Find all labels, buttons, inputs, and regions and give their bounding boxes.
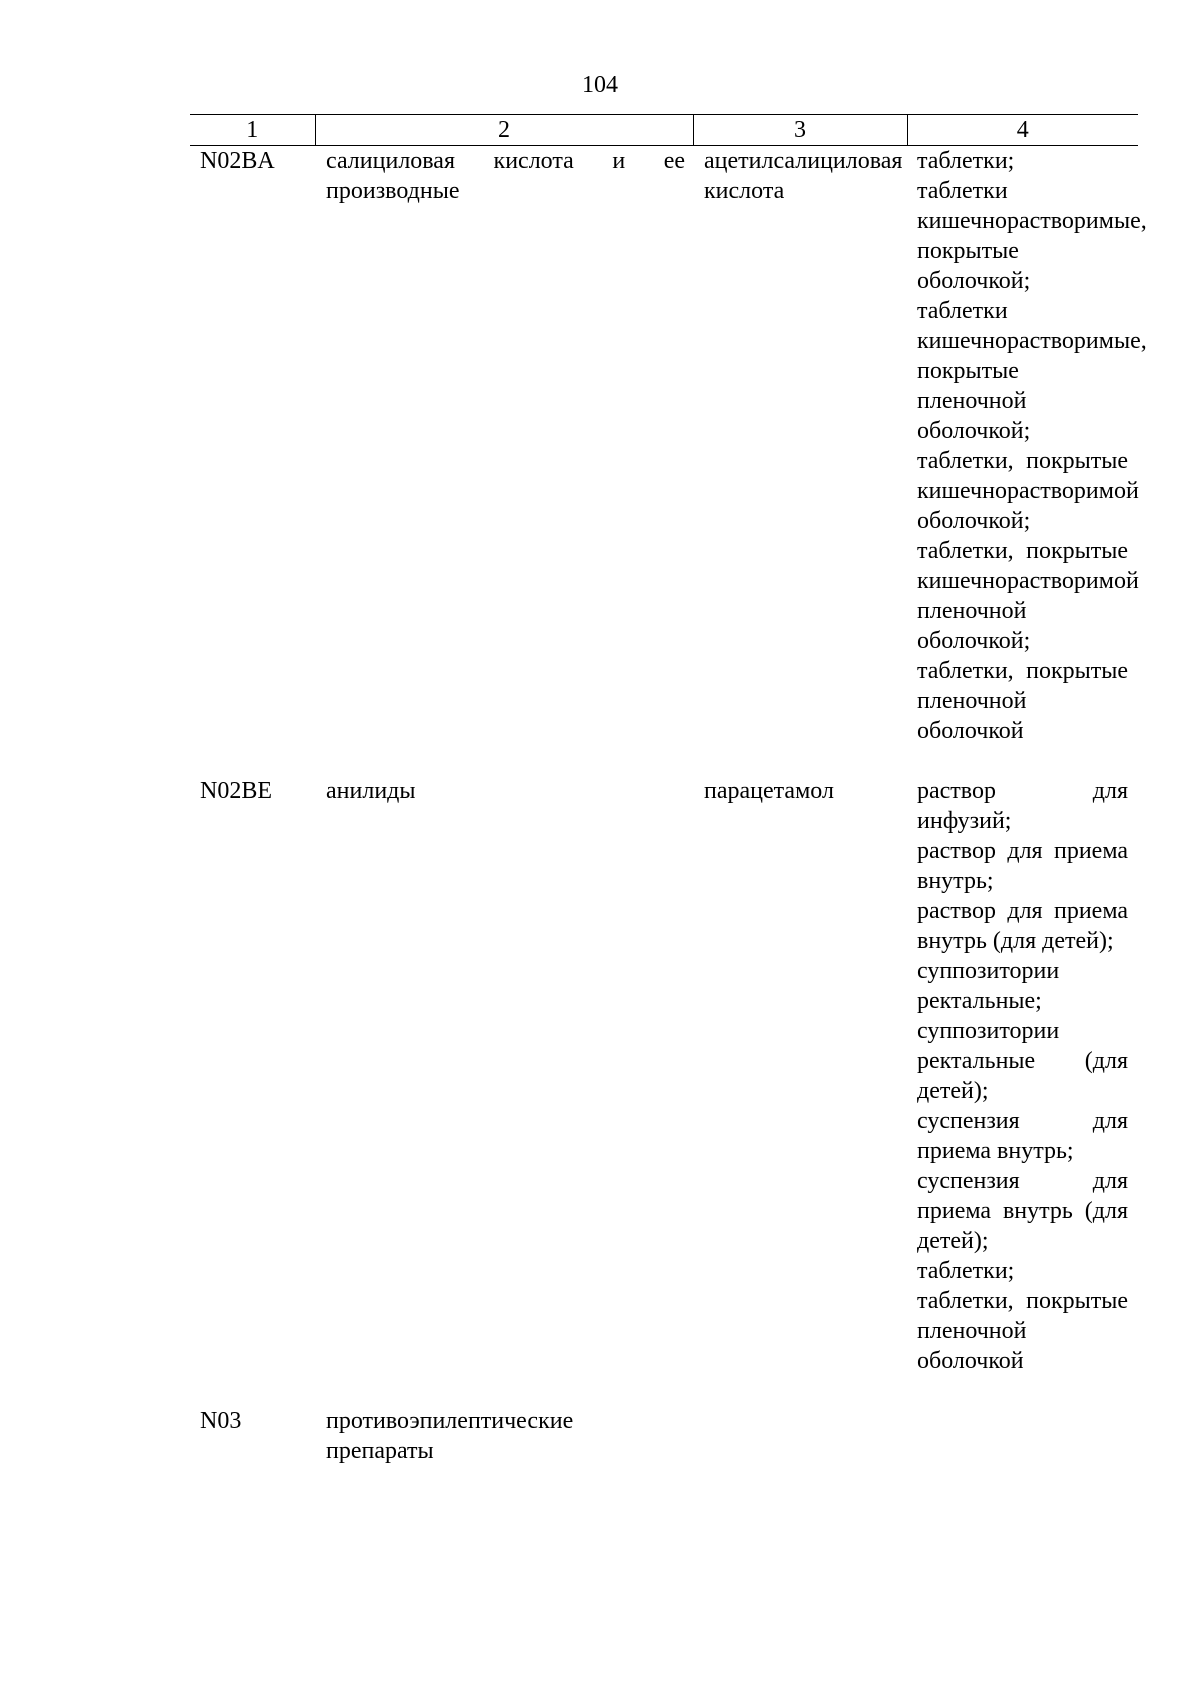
dosage-form: раствор для приема внутрь (для детей); — [917, 898, 1128, 954]
dosage-form: таблетки кишечнорастворимые, покрытые оболочкой; — [917, 178, 1147, 294]
column-header-3: 3 — [693, 115, 907, 146]
table-header — [190, 115, 1138, 146]
active-substance: ацетилсалициловая кислота — [704, 148, 903, 204]
pharmacological-group: анилиды — [326, 778, 416, 804]
dosage-form: суспензия для приема внутрь; — [917, 1108, 1128, 1164]
dosage-form: таблетки; — [917, 148, 1015, 174]
dosage-form: таблетки, покрытые пленочной оболочкой — [917, 1288, 1128, 1374]
page-number: 104 — [582, 72, 618, 98]
pharmacological-group: салициловая кислота и ее производные — [326, 148, 685, 204]
dosage-form: суппозитории ректальные; — [917, 958, 1060, 1014]
dosage-form: таблетки кишечнорастворимые, покрытые пленочной оболочкой; — [917, 298, 1147, 444]
dosage-form: суппозитории ректальные (для детей); — [917, 1018, 1128, 1104]
table-row — [190, 1406, 1138, 1466]
atc-code: N02BE — [200, 778, 272, 804]
dosage-forms — [907, 146, 1147, 746]
column-header-4: 4 — [907, 115, 1138, 146]
active-substance: парацетамол — [704, 778, 834, 804]
dosage-form: таблетки, покрытые кишечнорастворимой пленочной оболочкой; — [917, 538, 1139, 654]
column-header-1: 1 — [190, 115, 315, 146]
table-row — [190, 146, 1138, 777]
dosage-form: таблетки, покрытые кишечнорастворимой оболочкой; — [917, 448, 1139, 534]
atc-code: N02BA — [200, 148, 275, 174]
table-row — [190, 776, 1138, 1406]
dosage-form: суспензия для приема внутрь (для детей); — [917, 1168, 1128, 1254]
dosage-form: раствор для инфузий; — [917, 778, 1128, 834]
dosage-form: таблетки, покрытые пленочной оболочкой — [917, 658, 1128, 744]
pharmacological-group: противоэпилептические препараты — [326, 1408, 574, 1464]
dosage-forms — [907, 776, 1138, 1376]
atc-code: N03 — [200, 1408, 242, 1434]
column-header-2: 2 — [315, 115, 693, 146]
drug-table — [190, 114, 1147, 1466]
dosage-form: раствор для приема внутрь; — [917, 838, 1128, 894]
dosage-form: таблетки; — [917, 1258, 1015, 1284]
